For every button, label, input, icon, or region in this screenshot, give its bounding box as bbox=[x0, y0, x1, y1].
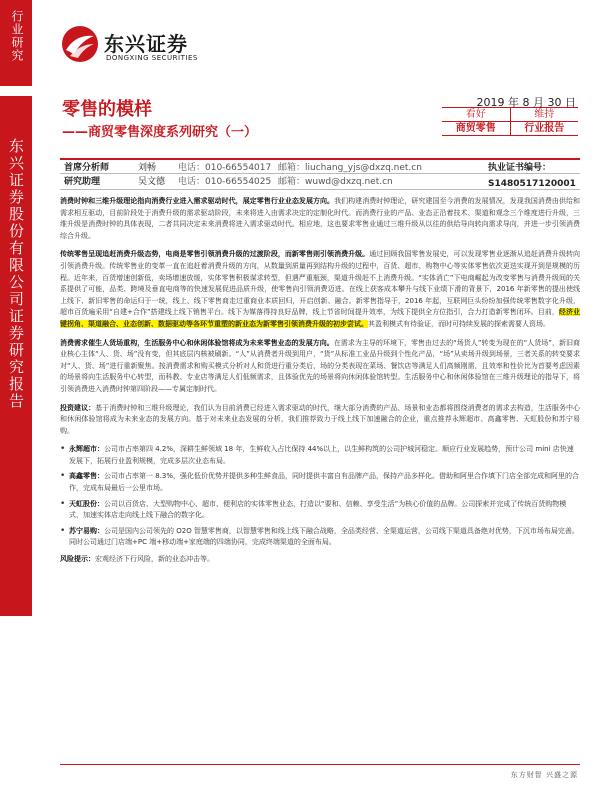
report-meta-box bbox=[442, 94, 578, 136]
rating-row bbox=[442, 108, 578, 122]
sector-row bbox=[442, 122, 578, 136]
paragraph-retail-evolution bbox=[60, 249, 580, 330]
analyst-name: 刘畅 bbox=[138, 163, 157, 173]
stock-name: 苏宁易购： bbox=[69, 526, 104, 535]
paragraph-text: 通过回顾我国零售发展史，可以发现零售业逐渐从追赶消费升级转向引领消费升级。传统零售业的变革一直在追赶着消费升级的方向，从数量到质量再到结构升级的过程中，百货、超市、购物中心等实体零售依次更迭实现开到是规模的历程。近年来，百货增速创新低，卖场增速放缓，实体零售积极谋求转型，但遇严重瓶颈，渠道升级赶不上消费升级。“实体消亡”下电商崛起为改变零售与消费升级间的关系提供了可能，品类、跨境及垂直电商等的快速发展促进品质升级，使零售向引领消费迈进。在线上获客成本攀升与线下业绩下滑的背景下，2016 年新零售的提出使线上线下、新旧零售的命运归于一统，线上、线下零售商走过重商业本质回归，开启创新、融合。新零售指导于，2016 年起，互联网巨头纷纷加强传统零售数字化升级，超市百货遍采用“自建+合作”搭建线上线下销售平台。线下为媒落得持良好品牌，线上节省时间提升效率，为线下提供全方位指引，合力打造新零售闭环。目前， bbox=[60, 250, 581, 317]
paragraph-text: 在需求为主导的环境下，零售由过去的“场货人”转变为现在的“人货场”，新旧商业核心主体“人、货、场”没有变，但其底层内核被刷新。“人”从消费者升级到用户，“货”从标准工业品升级到个性化产品，“场”从卖场升级到场景，三者关系的转变要求对“人、货、场”进行重新聚焦。按消费需求和购买模式分析对人和货进行重分类后，场的分类表现在菜场、餐饮店等满足人们高频刚需，且效率和性价比为首要考虑因素的场景将向生活服务中心转型，而科教、专业店等满足人们低频需求，且体验优先的场景将向休闲体验馆转型。生活服务中心和休闲体验馆在三维升级理论的指导下，将引领消费进入消费时钟第四阶段——专属定制时代。 bbox=[60, 338, 580, 393]
sidebar-company-block bbox=[0, 96, 32, 616]
sidebar-category-label: 行业研究 bbox=[10, 10, 24, 62]
stock-desc: 公司市占率第一 8.3%，强化低价优势并提供多种生鲜食品，同时提供丰富自有品牌产品，保持产品多样化。借助和阿里合作填下门店全部完成和阿里的合作，完成布局最后一公里市场。 bbox=[69, 472, 580, 493]
logo-name-cn: 东兴证券 bbox=[104, 32, 188, 56]
analyst-role: 研究助理 bbox=[64, 177, 101, 187]
company-logo bbox=[60, 22, 240, 72]
paragraph-consumption-clock bbox=[60, 196, 580, 242]
analyst-email[interactable]: 邮箱：wuwd@dxzq.net.cn bbox=[278, 177, 393, 187]
footer-divider bbox=[60, 764, 580, 765]
rating-change: 维持 bbox=[534, 109, 555, 120]
sidebar bbox=[0, 0, 32, 800]
report-body bbox=[60, 196, 580, 573]
report-subtitle: ——商贸零售深度系列研究（一） bbox=[62, 125, 258, 140]
highlighted-text: 经济业键拐角、渠道融合、业态创新、数据驱动等各环节重塑的新业态为新零售引领消费升级的初步尝试。 bbox=[60, 308, 580, 328]
analyst-phone: 电话：010-66554017 bbox=[178, 163, 272, 173]
list-item bbox=[60, 499, 580, 522]
paragraph-investment-advice bbox=[60, 403, 580, 438]
sector-label: 商贸零售 bbox=[442, 122, 511, 135]
sidebar-category-block bbox=[0, 0, 32, 86]
list-item bbox=[60, 471, 580, 494]
list-item bbox=[60, 526, 580, 549]
stock-desc: 公司以百货店、大型购物中心、超市、便利店的实体零售业态，打造以“要和、信赖、享受生活”为核心价值的品牌。公司探索并完成了传统百货购物模式，加速实体店走向线上线下融合的数字化。 bbox=[69, 499, 567, 520]
paragraph-text: 宏观经济下行风险，新的业态冲击等。 bbox=[95, 555, 214, 564]
analyst-row bbox=[60, 174, 580, 190]
report-title: 零售的模样 bbox=[62, 99, 152, 120]
analyst-phone: 电话：010-66554025 bbox=[178, 177, 272, 187]
analyst-table bbox=[60, 158, 580, 190]
paragraph-lead: 消费时钟和三维升级理论指向消费行业进入需求驱动时代，展定零售行业业态发展方向。 bbox=[60, 197, 335, 205]
sidebar-company-label: 东兴证券股份有限公司证券研究报告 bbox=[7, 138, 25, 410]
stock-desc: 公司是国内公司领先的 O2O 智慧零售商，以智慧零售和线上线下融合战略，全品类经营、全渠道运营，公司线下渠道具备绝对优势，下沉市场布局完善。同时公司通过门店端+PC 端+移动端+家庭端的四端协同，完成终端渠道的全面布局。 bbox=[69, 526, 579, 547]
paragraph-text: 基于消费时钟和三维升级理论，我们认为目前消费已经进入需求驱动的时代，继大部分消费的产品、场景和业态都将围绕消费者的需求去构造，生活服务中心和休闲体验馆将成为未来业态的发展方向。基于对未来业态发展的分析，我们推荐致力于线上线下加速融合的企业，重点推荐永辉超市、高鑫零售、天虹股份和苏宁易购。 bbox=[60, 403, 581, 435]
analyst-email[interactable]: 邮箱：liuchang_yjs@dxzq.net.cn bbox=[278, 163, 422, 173]
rating-label: 看好 bbox=[442, 108, 511, 121]
paragraph-lead: 投资建议： bbox=[60, 403, 96, 412]
dongxing-logo-icon bbox=[60, 24, 100, 64]
logo-name-en: DONGXING SECURITIES bbox=[106, 54, 198, 62]
list-item bbox=[60, 444, 580, 467]
report-type-label: 行业报告 bbox=[524, 123, 565, 134]
paragraph-risk bbox=[60, 554, 580, 566]
paragraph-text: 我们构建消费时钟理论，研究建国至今消费的发展情况，发现我国消费由供给和需求相互驱动，目前阶段处于消费升级的需求驱动阶段，未来将进入由需求决定的定制化时代。而消费行业的产品、业态正沿着技术、渠道和观念三个维度进行升级，三维升级是消费时钟的具体表现，二者共同决定未来消费将进入需求驱动时代。相应地，这也要求零售业通过三维升级从以往的供给导向转向需求导向，并进一步引领消费综合升级。 bbox=[60, 197, 581, 240]
analyst-cert: 执业证书编号：S1480517120001 bbox=[488, 163, 576, 189]
stock-desc: 公司市占率第四 4.2%，深耕生鲜领域 18 年，生鲜收入占比保持 44%以上，以生鲜构筑的公司护城河稳定。顺应行业发展趋势，预计公司 mini 店快速发展下，拓展行业盈利规模，完成多层次业态布局。 bbox=[69, 445, 574, 465]
paragraph-lead: 传统零售呈现追赶消费升级态势，电商是零售引领消费升级的过渡阶段，而新零售则引领消费升级。 bbox=[60, 250, 370, 259]
stock-name: 高鑫零售： bbox=[69, 472, 104, 481]
stock-name: 天虹股份： bbox=[69, 499, 104, 508]
stock-name: 永辉超市： bbox=[69, 445, 104, 454]
stock-recommendation-list bbox=[60, 444, 580, 549]
paragraph-text: 其盈利模式有待验证，而时可持续发展的探索需要人资场。 bbox=[368, 319, 550, 328]
footer-slogan: 东方财智 兴盛之源 bbox=[510, 771, 578, 779]
paragraph-people-goods-place bbox=[60, 338, 580, 396]
paragraph-lead: 消费需求催生人货场重构，生活服务中心和休闲体验馆将成为未来零售业态的发展方向。 bbox=[60, 338, 334, 347]
analyst-name: 吴文德 bbox=[138, 177, 166, 187]
paragraph-lead: 风险提示： bbox=[60, 555, 95, 564]
report-date: 2019 年 8 月 30 日 bbox=[442, 94, 578, 108]
analyst-role: 首席分析师 bbox=[64, 163, 110, 173]
